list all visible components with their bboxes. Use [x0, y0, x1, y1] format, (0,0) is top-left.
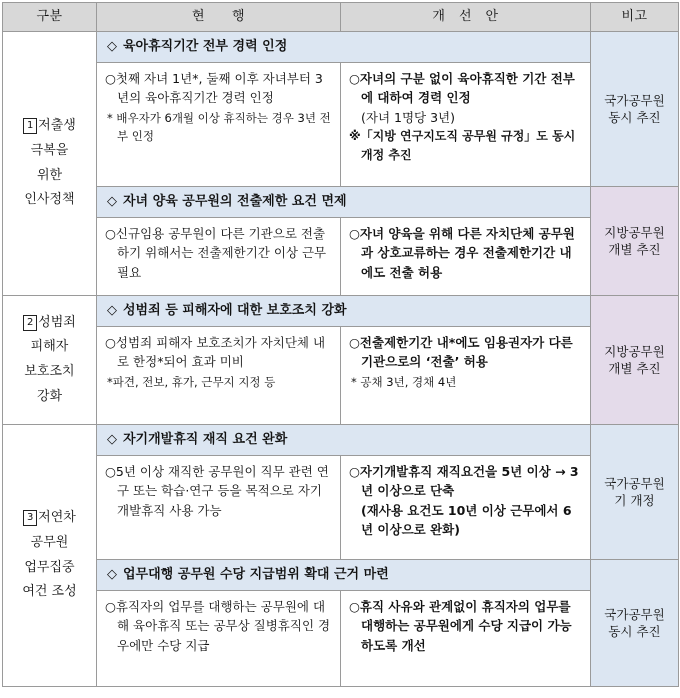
header-proposal: 개 선 안	[341, 3, 591, 32]
category-title-line: 보호조치	[24, 364, 75, 379]
current-item: ○휴직자의 업무를 대행하는 공무원에 대해 육아휴직 또는 공무상 질병휴직인 경우에만 수당 지급	[105, 599, 331, 653]
category-title-line: 피해자	[30, 339, 69, 355]
proposal-note: * 공채 3년, 경채 4년	[351, 374, 457, 389]
category-title-line: 공무원	[30, 534, 69, 550]
proposal-item: ○전출제한기간 내*에도 임용권자가 다른 기관으로의 ‘전출’ 허용	[349, 335, 573, 370]
header-row	[3, 3, 679, 32]
current-cell	[97, 63, 341, 187]
current-cell	[97, 456, 341, 560]
remark-cell	[591, 560, 679, 687]
remark-cell	[591, 187, 679, 296]
bullet-icon: ○	[349, 71, 360, 86]
category-title-line: 극복을	[30, 142, 69, 158]
diamond-icon: ◇	[107, 38, 117, 54]
remark-text: 지방공무원 개별 추진	[604, 224, 665, 257]
bullet-icon: ○	[349, 599, 360, 614]
category-cell	[3, 425, 97, 687]
remark-cell	[591, 296, 679, 425]
proposal-item: ○휴직 사유와 관계없이 휴직자의 업무를 대행하는 공무원에게 수당 지급이 가능하도록 개선	[349, 599, 572, 653]
remark-cell	[591, 425, 679, 560]
current-item: ○첫째 자녀 1년*, 둘째 이후 자녀부터 3년의 육아휴직기간 경력 인정	[105, 71, 323, 106]
diamond-icon: ◇	[107, 431, 117, 447]
content-row	[3, 63, 679, 187]
topic-title: 업무대행 공무원 수당 지급범위 확대 근거 마련	[123, 566, 389, 582]
category-number: 2	[23, 315, 37, 331]
bullet-icon: ○	[105, 71, 116, 86]
remark-cell	[591, 32, 679, 187]
remark-text: 국가공무원 동시 추진	[604, 606, 665, 639]
topic-title: 육아휴직기간 전부 경력 인정	[123, 38, 288, 54]
diamond-icon: ◇	[107, 566, 117, 582]
category-title-line: 여건 조성	[22, 584, 77, 600]
topic-row	[3, 187, 679, 218]
current-item: ○신규임용 공무원이 다른 기관으로 전출하기 위해서는 전출제한기간 이상 근무 필요	[105, 226, 327, 280]
topic-title-cell	[97, 425, 591, 456]
topic-title-cell	[97, 296, 591, 327]
header-remark: 비고	[591, 3, 679, 32]
category-title-line: 위한	[36, 167, 63, 183]
topic-row	[3, 32, 679, 63]
proposal-cell	[341, 63, 591, 187]
content-row	[3, 456, 679, 560]
topic-row	[3, 296, 679, 327]
current-cell	[97, 327, 341, 425]
header-category: 구분	[3, 3, 97, 32]
proposal-cell	[341, 456, 591, 560]
proposal-sub: (재사용 요건도 10년 이상 근무에서 6년 이상으로 완화)	[361, 502, 572, 538]
content-row	[3, 218, 679, 296]
topic-title: 자녀 양육 공무원의 전출제한 요건 면제	[123, 193, 347, 209]
proposal-note: ※「지방 연구지도직 공무원 규정」도 동시 개정 추진	[349, 129, 576, 162]
proposal-item: ○자기개발휴직 재직요건을 5년 이상 → 3년 이상으로 단축	[349, 464, 579, 499]
bullet-icon: ○	[349, 464, 360, 479]
topic-row	[3, 425, 679, 456]
topic-title-cell	[97, 32, 591, 63]
policy-comparison-table	[2, 2, 679, 687]
topic-row	[3, 560, 679, 591]
current-note: * 배우자가 6개월 이상 휴직하는 경우 3년 전부 인정	[107, 110, 331, 143]
diamond-icon: ◇	[107, 302, 117, 318]
remark-text: 국가공무원 동시 추진	[604, 92, 665, 125]
category-number: 3	[23, 510, 37, 526]
current-cell	[97, 218, 341, 296]
category-title-line: 인사정책	[24, 192, 75, 208]
proposal-item: ○자녀의 구분 없이 육아휴직한 기간 전부에 대하여 경력 인정	[349, 71, 575, 106]
bullet-icon: ○	[105, 599, 116, 614]
bullet-icon: ○	[349, 226, 360, 241]
proposal-item: ○자녀 양육을 위해 다른 자치단체 공무원과 상호교류하는 경우 전출제한기간 내에도 전출 허용	[349, 226, 575, 280]
category-number: 1	[23, 118, 37, 134]
current-cell	[97, 591, 341, 687]
category-title-line: 강화	[36, 388, 63, 404]
proposal-cell	[341, 327, 591, 425]
category-title-line: 성범죄	[38, 314, 76, 330]
category-title-line: 저출생	[38, 118, 76, 134]
remark-text: 국가공무원 기 개정	[604, 475, 665, 508]
topic-title: 자기개발휴직 재직 요건 완화	[123, 431, 288, 447]
bullet-icon: ○	[105, 335, 116, 350]
current-item: ○5년 이상 재직한 공무원이 직무 관련 연구 또는 학습·연구 등을 목적으로 자기개발휴직 사용 가능	[105, 464, 329, 518]
content-row	[3, 591, 679, 687]
proposal-sub: (자녀 1명당 3년)	[361, 109, 455, 125]
category-cell	[3, 296, 97, 425]
category-title-line: 저연차	[38, 510, 76, 526]
bullet-icon: ○	[105, 464, 116, 479]
topic-title-cell	[97, 187, 591, 218]
remark-text: 지방공무원 개별 추진	[604, 343, 665, 376]
diamond-icon: ◇	[107, 193, 117, 209]
topic-title-cell	[97, 560, 591, 591]
proposal-cell	[341, 218, 591, 296]
bullet-icon: ○	[105, 226, 116, 241]
category-cell	[3, 32, 97, 296]
current-item: ○성범죄 피해자 보호조치가 자치단체 내로 한정*되어 효과 미비	[105, 335, 326, 370]
content-row	[3, 327, 679, 425]
proposal-cell	[341, 591, 591, 687]
bullet-icon: ○	[349, 335, 360, 350]
header-current: 현 행	[97, 3, 341, 32]
category-title-line: 업무집중	[24, 559, 75, 575]
topic-title: 성범죄 등 피해자에 대한 보호조치 강화	[123, 302, 347, 318]
current-note: *파견, 전보, 휴가, 근무지 지정 등	[107, 374, 276, 389]
